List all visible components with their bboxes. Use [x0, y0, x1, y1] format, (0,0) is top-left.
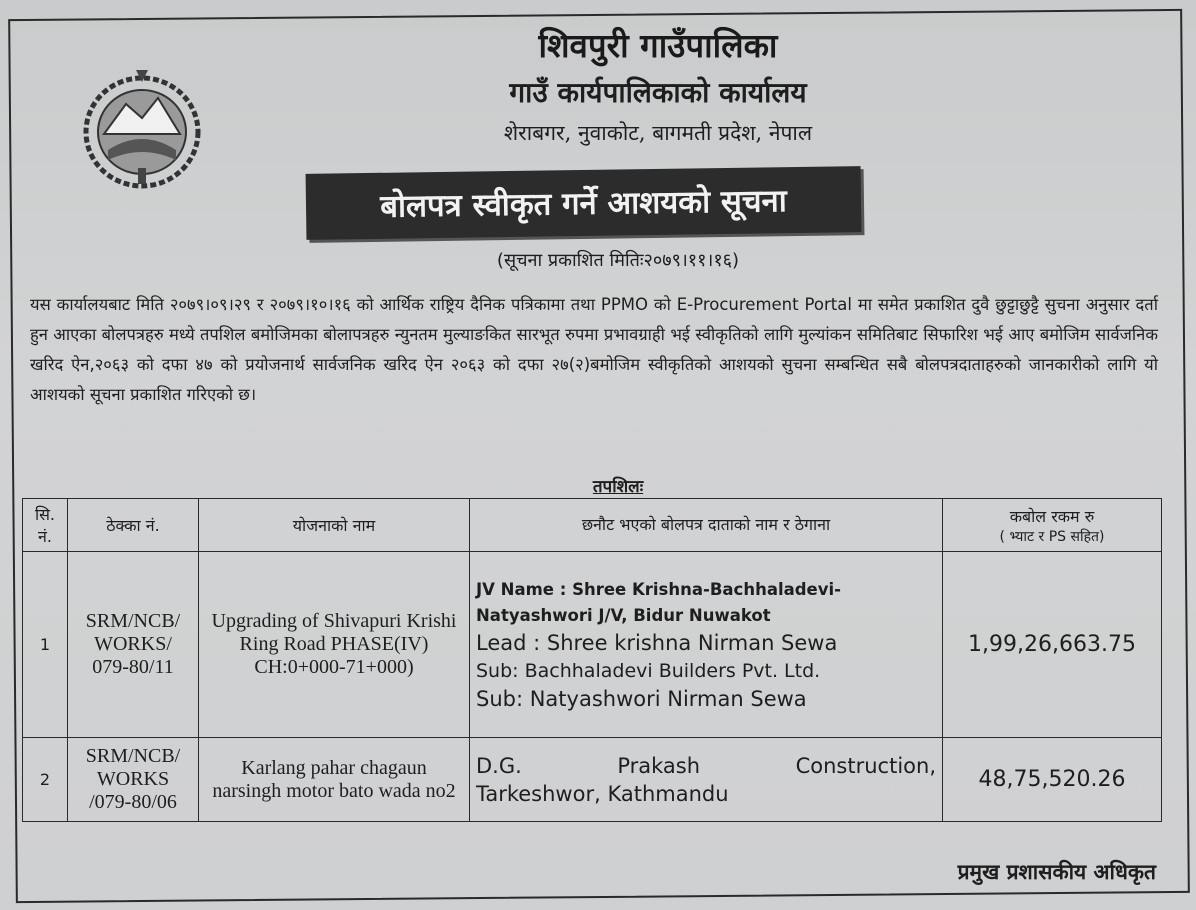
notice-title-banner: बोलपत्र स्वीकृत गर्ने आशयको सूचना	[306, 166, 862, 240]
bidder-name-part: Construction,	[795, 753, 936, 778]
details-heading: तपशिलः	[592, 477, 644, 497]
row-bidder	[470, 738, 943, 822]
bidder-name-line	[476, 752, 936, 780]
row-amount: 1,99,26,663.75	[943, 552, 1162, 738]
row-project: Karlang pahar chagaun narsingh motor bato wada no2	[199, 738, 470, 822]
amount-header-note: ( भ्याट र PS सहित)	[999, 528, 1105, 545]
row-bidder	[470, 552, 943, 738]
jv-name: JV Name : Shree Krishna-Bachhaladevi-Natyashwori J/V, Bidur Nuwakot	[476, 579, 842, 625]
table-row	[23, 552, 1162, 738]
col-project-header: योजनाको नाम	[199, 499, 470, 552]
office-name: गाउँ कार्यपालिकाको कार्यालय	[509, 76, 807, 109]
office-address: शेराबगर, नुवाकोट, बागमती प्रदेश, नेपाल	[503, 121, 813, 145]
published-date: (सूचना प्रकाशित मितिः२०७९।११।१६)	[496, 250, 740, 271]
amount-header-label: कबोल रकम रु	[1009, 506, 1095, 526]
col-bidder-header: छनौट भएको बोलपत्र दाताको नाम र ठेगाना	[470, 499, 943, 552]
row-sn: 2	[23, 738, 68, 822]
signatory-title: प्रमुख प्रशासकीय अधिकृत	[957, 860, 1156, 884]
awards-table	[22, 498, 1162, 822]
col-amount-header	[943, 499, 1162, 552]
row-project: Upgrading of Shivapuri Krishi Ring Road PHASE(IV) CH:0+000-71+000)	[199, 552, 470, 738]
notice-paragraph: यस कार्यालयबाट मिति २०७९।०९।२९ र २०७९।१०।१६ को आर्थिक राष्ट्रिय दैनिक पत्रिकामा तथा PPMO को E-Procurement Portal मा समेत प्रकाशित दुवै छुट्टाछुट्टै सुचना अनुसार दर्ता हुन आएका बोलपत्रहरु मध्ये तपशिल बमोजिमका बोलापत्रहरु न्युनतम मुल्याङकित सारभूत रुपमा प्रभावग्राही भई स्वीकृतिको लागि मुल्यांकन समितिबाट सिफारिश भई आए बमोजिम सार्वजनिक खरिद ऐन,२०६३ को दफा ४७ को प्रयोजनार्थ सार्वजनिक खरिद ऐन २०६३ को दफा २७(२)बमोजिम स्वीकृतिको आशयको सुचना सम्बन्धित सबै बोलपत्रदाताहरुको जानकारीको लागि यो आशयको सूचना प्रकाशित गरिएको छ।	[30, 295, 1158, 404]
row-contract: SRM/NCB/ WORKS /079-80/06	[68, 738, 199, 822]
table-row	[23, 738, 1162, 822]
lead-firm: Lead : Shree krishna Nirman Sewa	[476, 630, 838, 655]
row-amount: 48,75,520.26	[943, 738, 1162, 822]
sub-firm: Sub: Natyashwori Nirman Sewa	[476, 686, 807, 711]
col-contract-header: ठेक्का नं.	[68, 499, 199, 552]
col-sn-header: सि. नं.	[23, 499, 68, 552]
sub-firm: Sub: Bachhaladevi Builders Pvt. Ltd.	[476, 659, 821, 682]
bidder-address: Tarkeshwor, Kathmandu	[476, 781, 729, 806]
org-name: शिवपुरी गाउँपालिका	[538, 26, 778, 65]
row-contract: SRM/NCB/ WORKS/ 079-80/11	[68, 552, 199, 738]
bidder-name-part: Prakash	[617, 753, 701, 778]
table-header-row	[23, 499, 1162, 552]
notice-header	[0, 22, 1196, 147]
row-sn: 1	[23, 552, 68, 738]
bidder-name-part: D.G.	[476, 753, 522, 778]
